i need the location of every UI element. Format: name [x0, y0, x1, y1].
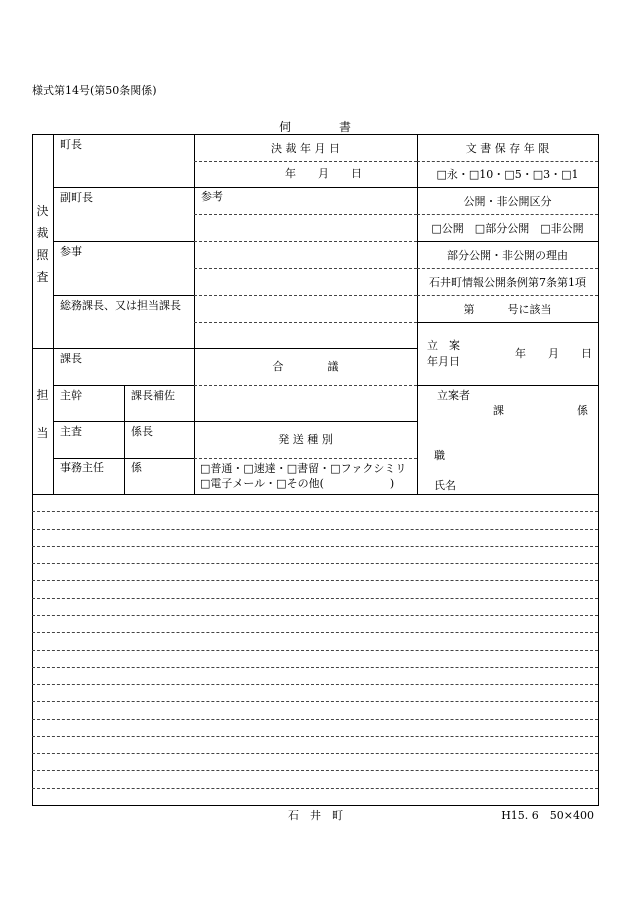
- ruled-line: [32, 615, 598, 616]
- partial-reason-clause[interactable]: 第 号に該当: [463, 303, 552, 316]
- section-chief-label: 課長: [60, 352, 82, 365]
- retention-label: 文 書 保 存 年 限: [465, 142, 550, 155]
- ruled-line: [32, 719, 598, 720]
- ruled-line: [32, 511, 598, 512]
- ruled-line: [32, 736, 598, 737]
- decision-date-label: 決 裁 年 月 日: [271, 142, 340, 155]
- ruled-line: [32, 684, 598, 685]
- clerk-chief-label: 事務主任: [60, 461, 104, 474]
- dispatch-options-line1[interactable]: □普通・□速達・□書留・□ファクシミリ: [200, 462, 407, 475]
- ruled-line: [32, 529, 598, 530]
- drafter-label: 立案者: [437, 389, 470, 402]
- partial-reason-label: 部分公開・非公開の理由: [447, 249, 568, 262]
- approval-side-label: 決 裁 照 査: [36, 204, 49, 284]
- general-affairs-label: 総務課長、又は担当課長: [60, 299, 181, 312]
- footer-code: H15. 6 50×400: [501, 809, 594, 822]
- draft-date-value[interactable]: 年 月 日: [515, 347, 592, 360]
- ruled-line: [32, 753, 598, 754]
- ruled-line: [32, 632, 598, 633]
- staff-label: 係: [131, 461, 142, 474]
- ruled-line: [32, 667, 598, 668]
- ruled-line: [32, 650, 598, 651]
- ruled-line: [32, 563, 598, 564]
- ruled-line: [32, 546, 598, 547]
- ruled-line: [32, 580, 598, 581]
- retention-options[interactable]: □永・□10・□5・□3・□1: [436, 168, 579, 181]
- partial-reason-regulation: 石井町情報公開条例第7条第1項: [429, 276, 586, 289]
- disclosure-options[interactable]: □公開 □部分公開 □非公開: [431, 222, 584, 235]
- disclosure-label: 公開・非公開区分: [463, 195, 552, 208]
- unit-chief-label: 係長: [131, 425, 153, 438]
- dispatch-options-line2[interactable]: □電子メール・□その他( ): [200, 477, 395, 490]
- drafter-name: 氏名: [434, 479, 456, 492]
- ruled-line: [32, 598, 598, 599]
- footer-town: 石 井 町: [288, 809, 343, 822]
- form-number: 様式第14号(第50条関係): [32, 84, 157, 97]
- responsible-side-label: 担 当: [36, 388, 49, 440]
- drafter-section: 課: [493, 404, 504, 417]
- reference-label: 参考: [201, 190, 223, 203]
- counselor-label: 参事: [60, 245, 82, 258]
- decision-date-value[interactable]: 年 月 日: [285, 167, 362, 180]
- mayor-label: 町長: [60, 138, 82, 151]
- ruled-line: [32, 788, 598, 789]
- drafter-subsection: 係: [577, 404, 588, 417]
- draft-date-label-bottom: 年月日: [427, 355, 460, 368]
- dispatch-label: 発 送 種 別: [278, 433, 333, 446]
- drafter-position: 職: [434, 449, 445, 462]
- ruled-line: [32, 701, 598, 702]
- deputy-section-chief-label: 課長補佐: [131, 389, 175, 402]
- chief-label: 主幹: [60, 389, 82, 402]
- ruled-line: [32, 770, 598, 771]
- senior-staff-label: 主査: [60, 425, 82, 438]
- page-title: 伺 書: [278, 120, 351, 134]
- deputy-mayor-label: 副町長: [60, 191, 93, 204]
- draft-date-label-top: 立 案: [427, 339, 460, 352]
- consultation-label: 合 議: [272, 360, 339, 373]
